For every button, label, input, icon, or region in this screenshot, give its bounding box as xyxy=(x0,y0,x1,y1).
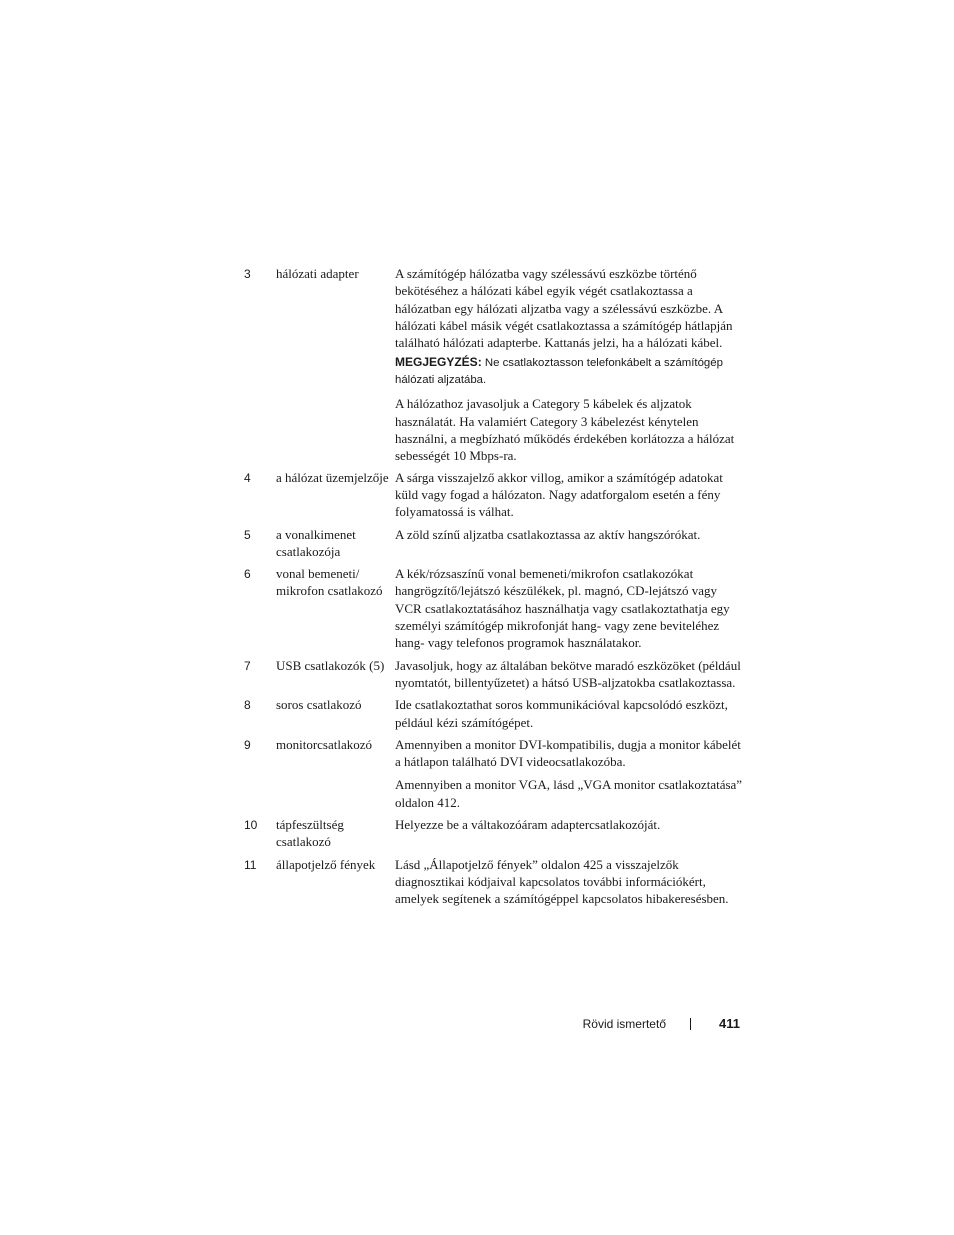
table-row xyxy=(244,565,744,651)
page-footer xyxy=(540,1014,740,1034)
item-number: 11 xyxy=(244,857,257,872)
item-label: hálózati adapter xyxy=(276,266,359,281)
item-number: 3 xyxy=(244,267,251,281)
connector-table xyxy=(244,265,744,908)
item-description xyxy=(395,856,744,908)
item-number: 10 xyxy=(244,818,258,833)
description-paragraph: Amennyiben a monitor VGA, lásd „VGA monitor csatlakoztatása” oldalon 412. xyxy=(395,777,743,810)
description-paragraph: A hálózathoz javasoljuk a Category 5 kábelek és aljzatok használatát. Ha valamiért Category 3 kábelezést kénytelen használni, a megbízható működés érdekében korlátozza a hálózat sebességét 10 Mbps-ra. xyxy=(395,396,735,464)
description-paragraph: A kék/rózsaszínű vonal bemeneti/mikrofon csatlakozókat hangrögzítő/lejátszó készülékek, pl. magnó, CD-lejátszó vagy VCR csatlakoztatásához használhatja vagy csatlakoztathatja egy személyi számítógép mikrofonját hang- vagy zene beviteléhez hang- vagy telefonos programok használatakor. xyxy=(395,566,730,651)
footer-divider xyxy=(690,1018,691,1030)
item-number: 8 xyxy=(244,698,251,713)
item-label: vonal bemeneti/ mikrofon csatlakozó xyxy=(276,566,383,599)
item-description xyxy=(395,696,744,731)
section-title: Rövid ismertető xyxy=(582,1017,666,1031)
note-label: MEGJEGYZÉS: xyxy=(395,355,482,370)
page-number: 411 xyxy=(719,1016,740,1031)
table-row xyxy=(244,696,744,731)
item-label: a vonalkimenet csatlakozója xyxy=(276,526,356,559)
item-description xyxy=(395,526,744,543)
item-label: állapotjelző fények xyxy=(276,856,376,872)
description-paragraph: A számítógép hálózatba vagy szélessávú eszközbe történő bekötéséhez a hálózati kábel egyik végét csatlakoztassa a hálózatban egy hálózati aljzatba vagy a szélessávú eszközbe. A hálózati kábel másik végét csatlakoztassa a számítógép hátlapján található hálózati adapterbe. Kattanás jelzi, ha a hálózati kábel. xyxy=(395,266,733,351)
table-row xyxy=(244,265,744,465)
description-paragraph: Amennyiben a monitor DVI-kompatibilis, dugja a monitor kábelét a hátlapon található DVI videocsatlakozóba. xyxy=(395,736,741,770)
item-description xyxy=(395,657,744,692)
item-number: 5 xyxy=(244,527,251,542)
description-paragraph: Ide csatlakoztathat soros kommunikációval kapcsolódó eszközt, például kézi számítógépet. xyxy=(395,697,728,730)
table-row xyxy=(244,526,744,561)
table-row xyxy=(244,657,744,692)
item-label: a hálózat üzemjelzője xyxy=(276,469,389,485)
item-description xyxy=(395,816,744,833)
item-label: soros csatlakozó xyxy=(276,697,362,713)
note-text: Ne csatlakoztasson telefonkábelt a számítógép hálózati aljzatába. xyxy=(395,357,723,387)
table-row xyxy=(244,469,744,521)
description-paragraph: Lásd „Állapotjelző fények” oldalon 425 a visszajelzők diagnosztikai kódjaival kapcsolatos további információkért, amelyek segítenek a számítógéppel kapcsolatos hibakeresésben. xyxy=(395,856,729,907)
item-label: tápfeszültség csatlakozó xyxy=(276,817,344,850)
table-row xyxy=(244,736,744,811)
description-paragraph: Javasoljuk, hogy az általában bekötve maradó eszközöket (például nyomtatót, billentyűzetet) a hátsó USB-aljzatokba csatlakoztassa. xyxy=(395,657,741,690)
item-number: 9 xyxy=(244,737,251,752)
description-paragraph: A sárga visszajelző akkor villog, amikor a számítógép adatokat küld vagy fogad a hálózaton. Nagy adatforgalom esetén a fény folyamatossá is válhat. xyxy=(395,469,723,520)
table-row xyxy=(244,816,744,851)
item-label: monitorcsatlakozó xyxy=(276,736,373,752)
item-number: 4 xyxy=(244,470,251,485)
description-paragraph: Helyezze be a váltakozóáram adaptercsatlakozóját. xyxy=(395,817,661,833)
item-description xyxy=(395,736,744,811)
item-description xyxy=(395,469,744,521)
item-number: 7 xyxy=(244,658,251,673)
note xyxy=(395,354,744,389)
item-description xyxy=(395,565,744,651)
item-number: 6 xyxy=(244,567,251,582)
item-label: USB csatlakozók (5) xyxy=(276,657,385,673)
item-description xyxy=(395,265,744,465)
table-row xyxy=(244,856,744,908)
description-paragraph: A zöld színű aljzatba csatlakoztassa az aktív hangszórókat. xyxy=(395,526,701,542)
